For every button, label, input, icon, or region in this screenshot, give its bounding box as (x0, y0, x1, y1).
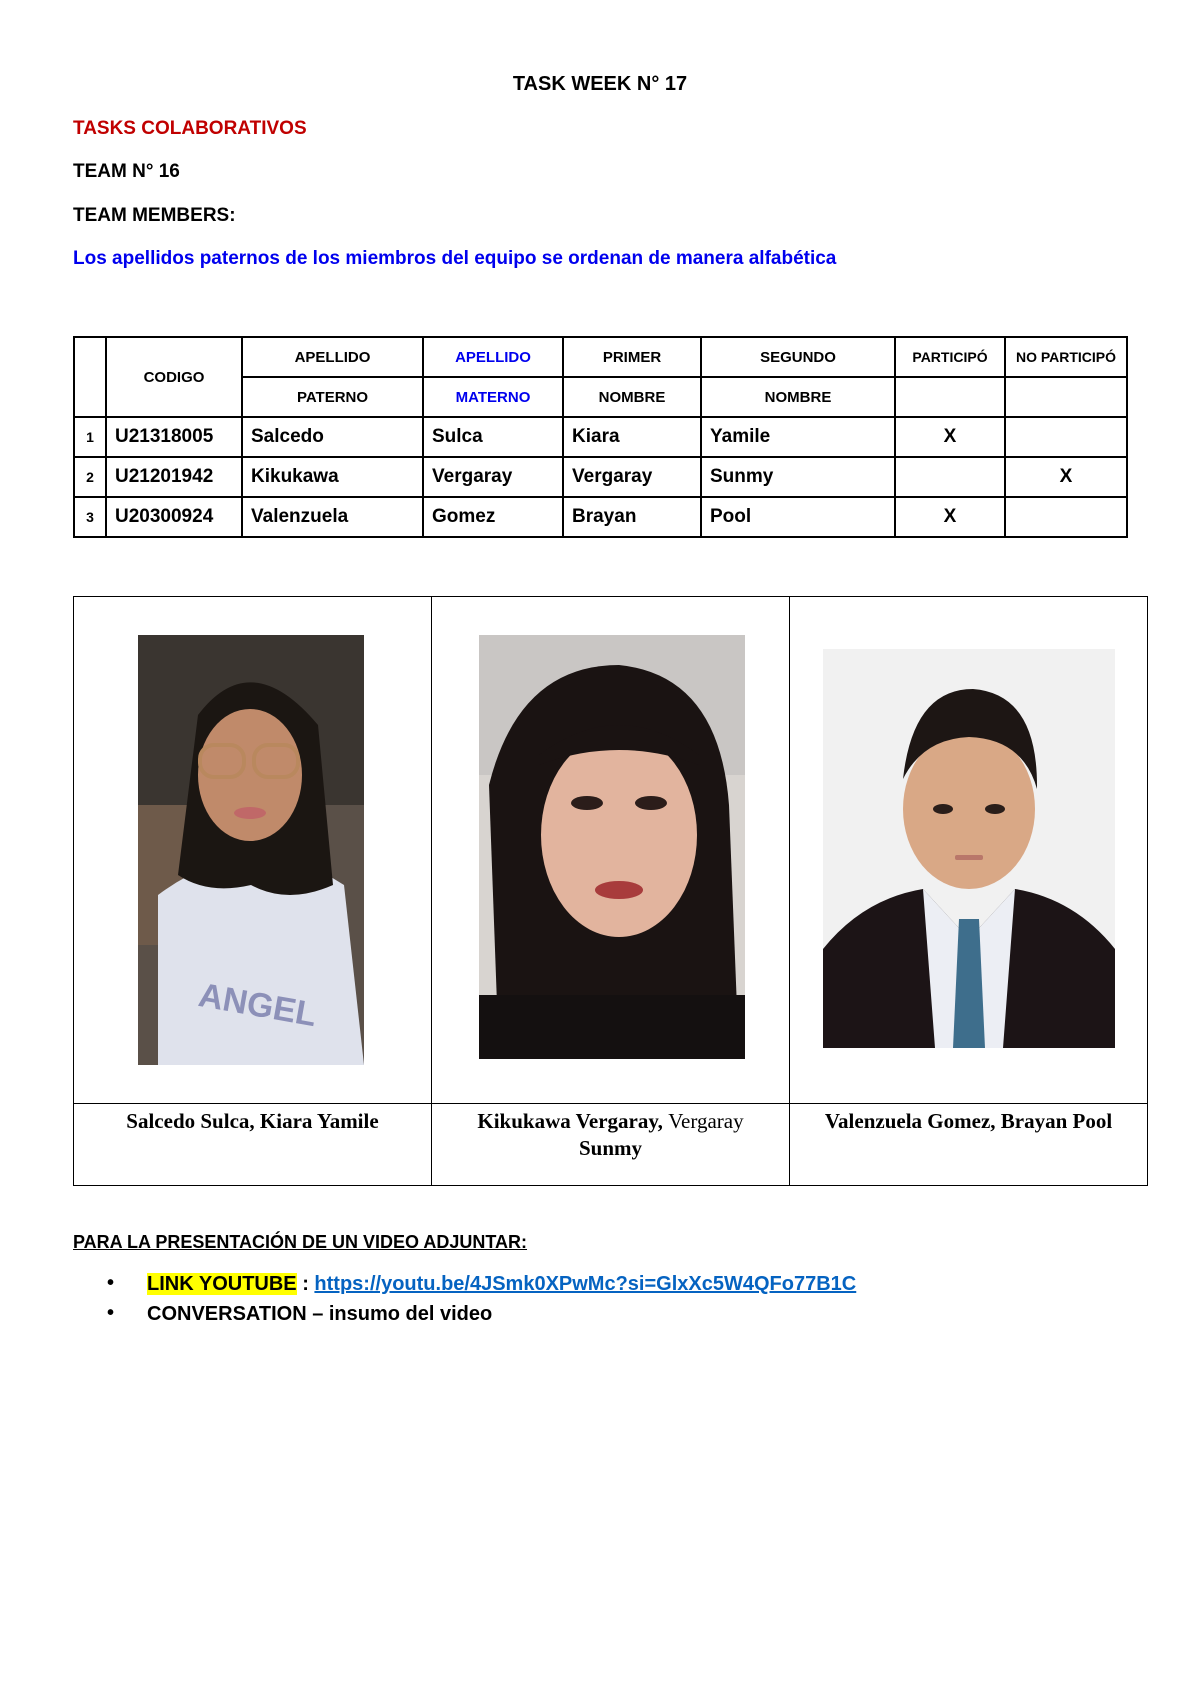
cell-codigo: U20300924 (106, 497, 242, 537)
photo-cell (432, 597, 790, 1104)
header-primer-top: PRIMER (563, 337, 701, 377)
table-row (74, 497, 1127, 537)
header-apellido-materno-top: APELLIDO (423, 337, 563, 377)
cell-primer: Vergaray (563, 457, 701, 497)
caption-name-normal: Vergaray (668, 1109, 744, 1133)
portrait-image (479, 635, 745, 1059)
subtitle: TASKS COLABORATIVOS (73, 118, 307, 139)
row-number: 1 (74, 417, 106, 457)
cell-materno: Vergaray (423, 457, 563, 497)
bullet-glyph: • (107, 1272, 115, 1294)
separator: : (296, 1273, 315, 1295)
cell-primer: Brayan (563, 497, 701, 537)
video-heading: PARA LA PRESENTACIÓN DE UN VIDEO ADJUNTAR: (73, 1232, 528, 1252)
row-number: 3 (74, 497, 106, 537)
cell-segundo: Pool (701, 497, 895, 537)
caption-name: Valenzuela Gomez, Brayan Pool (824, 1109, 1113, 1133)
photos-table (73, 596, 1148, 1186)
header-codigo: CODIGO (106, 337, 242, 417)
cell-participo (895, 457, 1005, 497)
header-apellido-paterno-top: APELLIDO (242, 337, 423, 377)
cell-participo: X (895, 417, 1005, 457)
page-title: TASK WEEK N° 17 (512, 73, 688, 95)
cell-paterno: Salcedo (242, 417, 423, 457)
caption-name: Salcedo Sulca, Kiara Yamile (126, 1109, 379, 1133)
portrait-image (138, 635, 364, 1065)
cell-no-participo: X (1005, 457, 1127, 497)
table-row (74, 457, 1127, 497)
portrait-image (823, 649, 1115, 1048)
header-apellido-materno-bottom: MATERNO (423, 377, 563, 417)
cell-participo: X (895, 497, 1005, 537)
cell-no-participo (1005, 497, 1127, 537)
header-apellido-paterno-bottom: PATERNO (242, 377, 423, 417)
cell-materno: Gomez (423, 497, 563, 537)
cell-paterno: Kikukawa (242, 457, 423, 497)
cell-no-participo (1005, 417, 1127, 457)
cell-primer: Kiara (563, 417, 701, 457)
photo-cell (790, 597, 1148, 1104)
cell-materno: Sulca (423, 417, 563, 457)
cell-paterno: Valenzuela (242, 497, 423, 537)
header-participo: PARTICIPÓ (895, 337, 1005, 377)
header-segundo-top: SEGUNDO (701, 337, 895, 377)
table-row (74, 417, 1127, 457)
header-primer-bottom: NOMBRE (563, 377, 701, 417)
header-no-participo: NO PARTICIPÓ (1005, 337, 1127, 377)
member-caption-2 (432, 1104, 790, 1186)
members-table (73, 336, 1128, 538)
caption-name: Kikukawa Vergaray, (477, 1109, 663, 1133)
cell-segundo: Yamile (701, 417, 895, 457)
cell-codigo: U21201942 (106, 457, 242, 497)
team-number: TEAM N° 16 (73, 161, 180, 182)
member-photo-1 (138, 635, 364, 1065)
header-segundo-bottom: NOMBRE (701, 377, 895, 417)
header-no-participo-blank (1005, 377, 1127, 417)
members-label: TEAM MEMBERS: (73, 205, 236, 226)
youtube-link[interactable]: https://youtu.be/4JSmk0XPwMc?si=GlxXc5W4QFo77B1C (314, 1273, 857, 1295)
member-photo-2 (479, 635, 745, 1059)
svg-text:ANGEL: ANGEL (195, 976, 320, 1035)
conversation-item: CONVERSATION – insumo del video (147, 1303, 493, 1325)
member-caption-3 (790, 1104, 1148, 1186)
cell-codigo: U21318005 (106, 417, 242, 457)
ordering-note: Los apellidos paternos de los miembros del equipo se ordenan de manera alfabética (73, 248, 837, 269)
caption-name-line2: Sunmy (578, 1136, 643, 1160)
photo-cell (74, 597, 432, 1104)
cell-segundo: Sunmy (701, 457, 895, 497)
member-photo-3 (823, 649, 1115, 1048)
bullet-glyph: • (107, 1302, 115, 1324)
row-number: 2 (74, 457, 106, 497)
header-blank (74, 337, 106, 417)
youtube-label: LINK YOUTUBE (147, 1273, 297, 1295)
header-participo-blank (895, 377, 1005, 417)
member-caption-1 (74, 1104, 432, 1186)
